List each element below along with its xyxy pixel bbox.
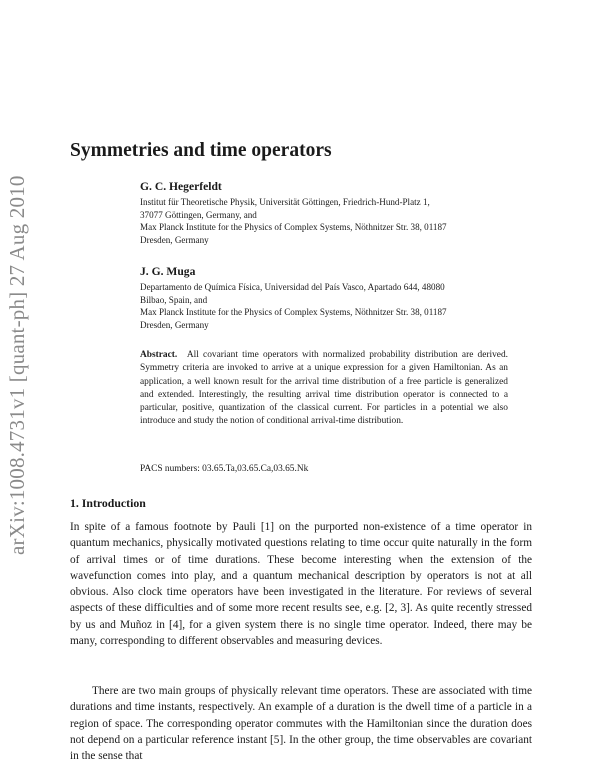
body-paragraph: There are two main groups of physically relevant time operators. These are associated with time durations and time instants, respectively. An example of a duration is the dwell time of a particle in a region of space. The corresponding operator commutes with the Hamiltonian since the duration does not depend on a particular reference instant [5]. In the other group, the time observables are covariant in the sense that	[70, 685, 532, 763]
affiliation-line: Institut für Theoretische Physik, Universität Göttingen, Friedrich-Hund-Platz 1,	[140, 197, 430, 207]
affiliation-line: Max Planck Institute for the Physics of Complex Systems, Nöthnitzer Str. 38, 01187	[140, 222, 447, 232]
body-paragraph: In spite of a famous footnote by Pauli [1] on the purported non-existence of a time operator in quantum mechanics, physically motivated questions relating to time occur quite naturally in the form of arrival times or of time durations. These become interesting when the extension of the wavefunction comes into play, and a quantum mechanical description by operators is not at all obvious. Also clock time operators have been investigated in the literature. For reviews of several aspects of these difficulties and of some more recent results see, e.g. [2, 3]. As quite recently stressed by us and Muñoz in [4], for a given system there is no single time operator. Indeed, there may be many, corresponding to different observables and measuring devices.	[70, 521, 532, 648]
abstract-text: All covariant time operators with normalized probability distribution are derived. Symmetry criteria are invoked to arrive at a unique expression for a given Hamiltonian. As an application, a well known result for the arrival time distribution of a free particle is generalized and extended. Interestingly, the resulting arrival time distribution operator is connected to a particular, positive, quantization of the classical current. For particles in a potential we also introduce and study the notion of conditional arrival-time distribution.	[140, 350, 509, 427]
pacs-numbers: PACS numbers: 03.65.Ta,03.65.Ca,03.65.Nk	[140, 464, 309, 474]
author-affiliation	[140, 196, 540, 246]
affiliation-line: 37077 Göttingen, Germany, and	[140, 209, 257, 220]
affiliation-line: Bilbao, Spain, and	[140, 294, 208, 305]
abstract	[140, 349, 508, 429]
affiliation-line: Max Planck Institute for the Physics of Complex Systems, Nöthnitzer Str. 38, 01187	[140, 307, 447, 317]
abstract-label: Abstract.	[140, 350, 178, 360]
affiliation-line: Departamento de Química Física, Universidad del País Vasco, Apartado 644, 48080	[140, 282, 445, 292]
arxiv-identifier-stamp: arXiv:1008.4731v1 [quant-ph] 27 Aug 2010	[5, 175, 29, 555]
author-affiliation	[140, 281, 540, 331]
paper-title: Symmetries and time operators	[70, 140, 332, 161]
affiliation-line: Dresden, Germany	[140, 234, 209, 245]
author-name: J. G. Muga	[140, 265, 196, 278]
section-heading: 1. Introduction	[70, 496, 146, 510]
author-name: G. C. Hegerfeldt	[140, 180, 222, 193]
affiliation-line: Dresden, Germany	[140, 319, 209, 330]
